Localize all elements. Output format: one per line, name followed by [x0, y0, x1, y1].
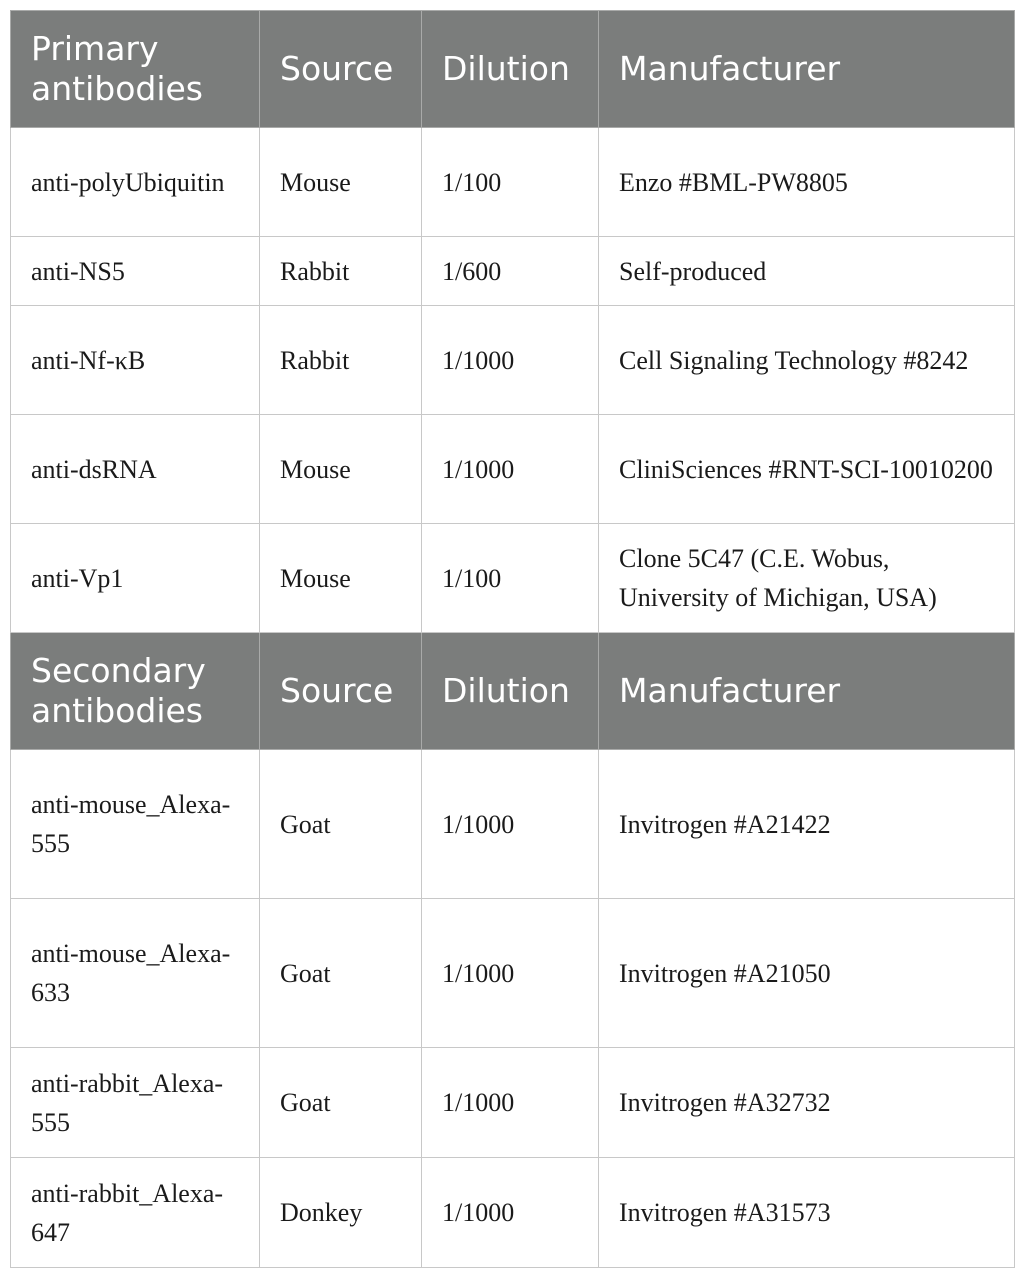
- source-cell: Goat: [260, 1048, 422, 1158]
- primary-header-row: [11, 11, 1015, 128]
- source-cell: Mouse: [260, 415, 422, 524]
- dilution-cell: 1/100: [422, 128, 599, 237]
- manufacturer-cell: CliniSciences #RNT-SCI-10010200: [599, 415, 1015, 524]
- antibody-table: [10, 10, 1015, 1268]
- antibody-cell: anti-dsRNA: [11, 415, 260, 524]
- header-dilution: Dilution: [422, 11, 599, 128]
- antibody-cell: anti-NS5: [11, 237, 260, 306]
- manufacturer-cell: Enzo #BML-PW8805: [599, 128, 1015, 237]
- source-cell: Rabbit: [260, 237, 422, 306]
- manufacturer-cell: Self-produced: [599, 237, 1015, 306]
- table-row: [11, 1158, 1015, 1268]
- dilution-cell: 1/1000: [422, 1158, 599, 1268]
- header-dilution: Dilution: [422, 633, 599, 750]
- source-cell: Rabbit: [260, 306, 422, 415]
- table-row: [11, 128, 1015, 237]
- header-source: Source: [260, 633, 422, 750]
- table-row: [11, 237, 1015, 306]
- dilution-cell: 1/1000: [422, 306, 599, 415]
- source-cell: Goat: [260, 899, 422, 1048]
- manufacturer-cell: Invitrogen #A21050: [599, 899, 1015, 1048]
- dilution-cell: 1/1000: [422, 1048, 599, 1158]
- manufacturer-cell: Invitrogen #A21422: [599, 750, 1015, 899]
- antibody-cell: anti-Vp1: [11, 524, 260, 633]
- header-secondary-antibodies: Secondary antibodies: [11, 633, 260, 750]
- antibody-cell: anti-rabbit_Alexa-647: [11, 1158, 260, 1268]
- antibody-cell: anti-Nf-κB: [11, 306, 260, 415]
- table-row: [11, 899, 1015, 1048]
- header-primary-antibodies: Primary antibodies: [11, 11, 260, 128]
- antibody-cell: anti-rabbit_Alexa-555: [11, 1048, 260, 1158]
- antibody-cell: anti-mouse_Alexa-555: [11, 750, 260, 899]
- header-manufacturer: Manufacturer: [599, 11, 1015, 128]
- manufacturer-cell: Cell Signaling Technology #8242: [599, 306, 1015, 415]
- table-row: [11, 415, 1015, 524]
- source-cell: Goat: [260, 750, 422, 899]
- table-row: [11, 1048, 1015, 1158]
- dilution-cell: 1/1000: [422, 415, 599, 524]
- source-cell: Mouse: [260, 524, 422, 633]
- source-cell: Mouse: [260, 128, 422, 237]
- dilution-cell: 1/100: [422, 524, 599, 633]
- manufacturer-cell: Clone 5C47 (C.E. Wobus, University of Michigan, USA): [599, 524, 1015, 633]
- antibody-cell: anti-polyUbiquitin: [11, 128, 260, 237]
- table-row: [11, 750, 1015, 899]
- secondary-header-row: [11, 633, 1015, 750]
- antibody-cell: anti-mouse_Alexa-633: [11, 899, 260, 1048]
- table-row: [11, 524, 1015, 633]
- dilution-cell: 1/1000: [422, 899, 599, 1048]
- header-source: Source: [260, 11, 422, 128]
- manufacturer-cell: Invitrogen #A31573: [599, 1158, 1015, 1268]
- header-manufacturer: Manufacturer: [599, 633, 1015, 750]
- dilution-cell: 1/600: [422, 237, 599, 306]
- dilution-cell: 1/1000: [422, 750, 599, 899]
- manufacturer-cell: Invitrogen #A32732: [599, 1048, 1015, 1158]
- table-row: [11, 306, 1015, 415]
- source-cell: Donkey: [260, 1158, 422, 1268]
